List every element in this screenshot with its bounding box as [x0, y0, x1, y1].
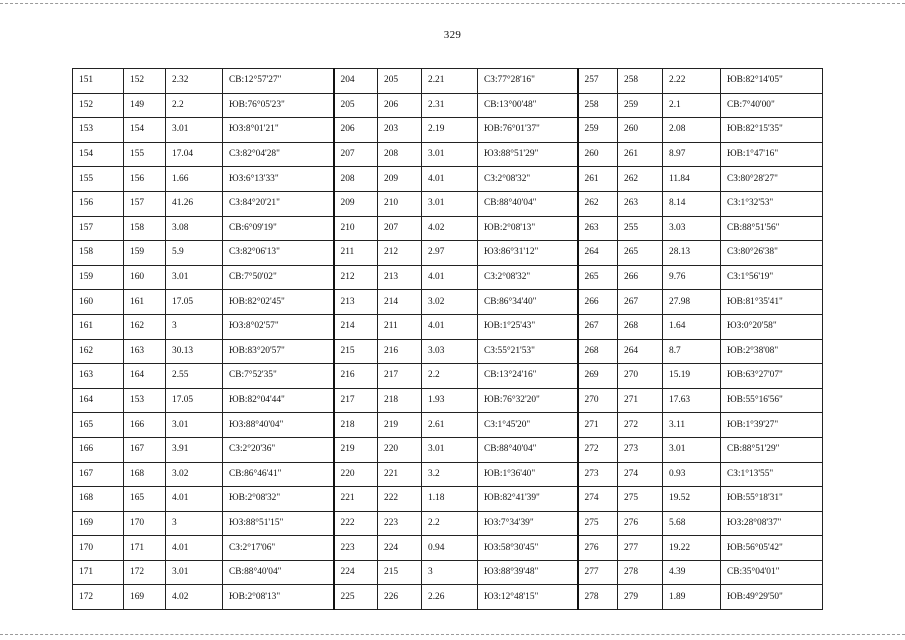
cell-to-point: 255 [618, 216, 663, 241]
cell-distance: 3.01 [422, 142, 478, 167]
cell-distance: 1.89 [663, 585, 721, 610]
cell-distance: 30.13 [166, 339, 223, 364]
cell-from-point: 212 [334, 265, 378, 290]
cell-bearing: СЗ:80°26'38" [721, 241, 823, 266]
cell-distance: 3 [166, 511, 223, 536]
cell-distance: 28.13 [663, 241, 721, 266]
cell-distance: 3.02 [166, 462, 223, 487]
cell-from-point: 268 [578, 339, 618, 364]
cell-bearing: ЮЗ:12°48'15" [478, 585, 578, 610]
cell-from-point: 207 [334, 142, 378, 167]
cell-from-point: 260 [578, 142, 618, 167]
cell-bearing: ЮВ:2°08'32" [223, 487, 334, 512]
cell-to-point: 212 [378, 241, 422, 266]
cell-from-point: 271 [578, 413, 618, 438]
cell-to-point: 264 [618, 339, 663, 364]
cell-bearing: ЮВ:82°14'05" [721, 69, 823, 94]
cell-from-point: 217 [334, 388, 378, 413]
cell-distance: 4.01 [166, 536, 223, 561]
cell-distance: 5.9 [166, 241, 223, 266]
cell-to-point: 210 [378, 191, 422, 216]
cell-bearing: ЮВ:81°35'41" [721, 290, 823, 315]
cell-distance: 3.01 [166, 118, 223, 143]
cell-distance: 2.55 [166, 364, 223, 389]
cell-to-point: 152 [124, 69, 166, 94]
cell-bearing: СВ:88°40'04" [478, 191, 578, 216]
cell-from-point: 277 [578, 560, 618, 585]
cell-to-point: 218 [378, 388, 422, 413]
cell-distance: 3.91 [166, 437, 223, 462]
cell-from-point: 155 [73, 167, 124, 192]
cell-bearing: СВ:13°24'16" [478, 364, 578, 389]
cell-distance: 17.05 [166, 290, 223, 315]
cell-distance: 15.19 [663, 364, 721, 389]
cell-from-point: 276 [578, 536, 618, 561]
cell-from-point: 162 [73, 339, 124, 364]
cell-from-point: 274 [578, 487, 618, 512]
cell-distance: 2.32 [166, 69, 223, 94]
cell-distance: 3.2 [422, 462, 478, 487]
cell-to-point: 217 [378, 364, 422, 389]
cell-bearing: ЮВ:1°47'16" [721, 142, 823, 167]
cell-distance: 3.01 [166, 560, 223, 585]
cell-bearing: СЗ:1°13'55" [721, 462, 823, 487]
cell-from-point: 165 [73, 413, 124, 438]
cell-from-point: 208 [334, 167, 378, 192]
table-row [73, 462, 823, 487]
cell-distance: 41.26 [166, 191, 223, 216]
cell-to-point: 166 [124, 413, 166, 438]
cell-from-point: 168 [73, 487, 124, 512]
cell-to-point: 270 [618, 364, 663, 389]
cell-to-point: 273 [618, 437, 663, 462]
cell-bearing: СЗ:82°04'28" [223, 142, 334, 167]
cell-distance: 4.01 [422, 265, 478, 290]
cell-bearing: СЗ:77°28'16" [478, 69, 578, 94]
cell-distance: 5.68 [663, 511, 721, 536]
cell-from-point: 225 [334, 585, 378, 610]
cell-bearing: ЮВ:55°16'56" [721, 388, 823, 413]
cell-bearing: ЮВ:63°27'07" [721, 364, 823, 389]
cell-to-point: 223 [378, 511, 422, 536]
cell-bearing: ЮВ:2°08'13" [478, 216, 578, 241]
cell-to-point: 208 [378, 142, 422, 167]
cell-bearing: ЮВ:1°36'40" [478, 462, 578, 487]
cell-distance: 2.97 [422, 241, 478, 266]
cell-distance: 11.84 [663, 167, 721, 192]
cell-to-point: 156 [124, 167, 166, 192]
cell-to-point: 278 [618, 560, 663, 585]
cell-bearing: ЮВ:1°39'27" [721, 413, 823, 438]
cell-bearing: СВ:12°57'27" [223, 69, 334, 94]
cell-from-point: 267 [578, 314, 618, 339]
cell-to-point: 271 [618, 388, 663, 413]
cell-distance: 4.02 [166, 585, 223, 610]
cell-from-point: 224 [334, 560, 378, 585]
cell-to-point: 207 [378, 216, 422, 241]
cell-distance: 1.64 [663, 314, 721, 339]
cell-distance: 4.01 [166, 487, 223, 512]
table-row [73, 118, 823, 143]
cell-from-point: 220 [334, 462, 378, 487]
cell-from-point: 204 [334, 69, 378, 94]
table-row [73, 142, 823, 167]
cell-to-point: 215 [378, 560, 422, 585]
cell-from-point: 218 [334, 413, 378, 438]
page-number: 329 [443, 29, 462, 41]
cell-from-point: 221 [334, 487, 378, 512]
cell-to-point: 272 [618, 413, 663, 438]
cell-to-point: 266 [618, 265, 663, 290]
cell-distance: 3 [166, 314, 223, 339]
cell-distance: 3.01 [663, 437, 721, 462]
cell-bearing: СВ:88°40'04" [223, 560, 334, 585]
cell-distance: 9.76 [663, 265, 721, 290]
cell-bearing: ЮЗ:88°51'29" [478, 142, 578, 167]
cell-bearing: СЗ:2°17'06" [223, 536, 334, 561]
cell-to-point: 259 [618, 93, 663, 118]
cell-to-point: 157 [124, 191, 166, 216]
cell-from-point: 158 [73, 241, 124, 266]
cell-distance: 2.21 [422, 69, 478, 94]
cell-distance: 2.61 [422, 413, 478, 438]
cell-from-point: 166 [73, 437, 124, 462]
cell-bearing: ЮЗ:0°20'58" [721, 314, 823, 339]
cell-to-point: 165 [124, 487, 166, 512]
cell-to-point: 169 [124, 585, 166, 610]
cell-from-point: 211 [334, 241, 378, 266]
cell-to-point: 168 [124, 462, 166, 487]
cell-to-point: 275 [618, 487, 663, 512]
table-body [73, 69, 823, 610]
cell-from-point: 151 [73, 69, 124, 94]
cell-bearing: ЮЗ:8°02'57" [223, 314, 334, 339]
cell-distance: 1.18 [422, 487, 478, 512]
cell-distance: 27.98 [663, 290, 721, 315]
cell-distance: 3.03 [422, 339, 478, 364]
cell-to-point: 221 [378, 462, 422, 487]
cell-from-point: 275 [578, 511, 618, 536]
cell-bearing: ЮВ:49°29'50" [721, 585, 823, 610]
cell-to-point: 279 [618, 585, 663, 610]
cell-to-point: 154 [124, 118, 166, 143]
cell-to-point: 155 [124, 142, 166, 167]
cell-from-point: 259 [578, 118, 618, 143]
cell-from-point: 278 [578, 585, 618, 610]
cell-to-point: 160 [124, 265, 166, 290]
cell-to-point: 277 [618, 536, 663, 561]
cell-from-point: 160 [73, 290, 124, 315]
cell-from-point: 159 [73, 265, 124, 290]
cell-distance: 3.03 [663, 216, 721, 241]
cell-bearing: СВ:88°51'29" [721, 437, 823, 462]
cell-to-point: 161 [124, 290, 166, 315]
cell-to-point: 262 [618, 167, 663, 192]
cell-from-point: 154 [73, 142, 124, 167]
table-row [73, 241, 823, 266]
cell-distance: 2.22 [663, 69, 721, 94]
table-row [73, 487, 823, 512]
cell-from-point: 215 [334, 339, 378, 364]
cell-bearing: СЗ:55°21'53" [478, 339, 578, 364]
cell-bearing: СВ:86°46'41" [223, 462, 334, 487]
cell-to-point: 258 [618, 69, 663, 94]
cell-to-point: 162 [124, 314, 166, 339]
cell-from-point: 261 [578, 167, 618, 192]
table-row [73, 364, 823, 389]
cell-from-point: 172 [73, 585, 124, 610]
cell-distance: 3.01 [166, 265, 223, 290]
cell-to-point: 274 [618, 462, 663, 487]
cell-from-point: 266 [578, 290, 618, 315]
table-row [73, 216, 823, 241]
cell-to-point: 153 [124, 388, 166, 413]
cell-from-point: 170 [73, 536, 124, 561]
cell-bearing: СЗ:1°45'20" [478, 413, 578, 438]
cell-from-point: 171 [73, 560, 124, 585]
cell-to-point: 261 [618, 142, 663, 167]
cell-bearing: ЮЗ:7°34'39" [478, 511, 578, 536]
cell-from-point: 167 [73, 462, 124, 487]
cell-to-point: 206 [378, 93, 422, 118]
cell-from-point: 269 [578, 364, 618, 389]
cell-bearing: ЮЗ:88°51'15" [223, 511, 334, 536]
cell-bearing: ЮЗ:28°08'37" [721, 511, 823, 536]
cell-distance: 2.2 [422, 364, 478, 389]
cell-to-point: 172 [124, 560, 166, 585]
cell-distance: 19.22 [663, 536, 721, 561]
cell-distance: 19.52 [663, 487, 721, 512]
cell-bearing: ЮЗ:58°30'45" [478, 536, 578, 561]
cell-from-point: 206 [334, 118, 378, 143]
cell-from-point: 153 [73, 118, 124, 143]
cell-from-point: 169 [73, 511, 124, 536]
cell-from-point: 223 [334, 536, 378, 561]
cell-bearing: СЗ:2°08'32" [478, 265, 578, 290]
cell-from-point: 258 [578, 93, 618, 118]
table-row [73, 265, 823, 290]
cell-from-point: 213 [334, 290, 378, 315]
cell-distance: 3 [422, 560, 478, 585]
cell-to-point: 211 [378, 314, 422, 339]
cell-distance: 3.11 [663, 413, 721, 438]
boundary-measurements-table [72, 68, 823, 610]
cell-bearing: ЮЗ:86°31'12" [478, 241, 578, 266]
table-row [73, 437, 823, 462]
cell-distance: 0.93 [663, 462, 721, 487]
cell-from-point: 210 [334, 216, 378, 241]
table-row [73, 314, 823, 339]
cell-distance: 0.94 [422, 536, 478, 561]
scan-edge-top [0, 3, 905, 4]
cell-distance: 4.01 [422, 314, 478, 339]
table-row [73, 93, 823, 118]
cell-to-point: 267 [618, 290, 663, 315]
cell-to-point: 265 [618, 241, 663, 266]
cell-from-point: 161 [73, 314, 124, 339]
cell-bearing: СВ:7°40'00" [721, 93, 823, 118]
cell-bearing: ЮВ:83°20'57" [223, 339, 334, 364]
cell-bearing: СВ:35°04'01" [721, 560, 823, 585]
cell-bearing: ЮВ:56°05'42" [721, 536, 823, 561]
cell-distance: 8.14 [663, 191, 721, 216]
cell-from-point: 257 [578, 69, 618, 94]
cell-to-point: 203 [378, 118, 422, 143]
cell-distance: 2.2 [166, 93, 223, 118]
cell-bearing: СВ:86°34'40" [478, 290, 578, 315]
cell-to-point: 260 [618, 118, 663, 143]
table-row [73, 290, 823, 315]
cell-from-point: 205 [334, 93, 378, 118]
cell-bearing: ЮЗ:6°13'33" [223, 167, 334, 192]
cell-bearing: ЮВ:82°02'45" [223, 290, 334, 315]
cell-from-point: 272 [578, 437, 618, 462]
cell-distance: 1.93 [422, 388, 478, 413]
cell-distance: 17.04 [166, 142, 223, 167]
cell-bearing: СЗ:82°06'13" [223, 241, 334, 266]
cell-distance: 2.08 [663, 118, 721, 143]
table-row [73, 536, 823, 561]
cell-to-point: 213 [378, 265, 422, 290]
cell-to-point: 268 [618, 314, 663, 339]
cell-from-point: 263 [578, 216, 618, 241]
cell-from-point: 152 [73, 93, 124, 118]
cell-bearing: ЮВ:82°04'44" [223, 388, 334, 413]
cell-bearing: СЗ:1°56'19" [721, 265, 823, 290]
cell-to-point: 163 [124, 339, 166, 364]
cell-from-point: 273 [578, 462, 618, 487]
cell-distance: 4.39 [663, 560, 721, 585]
cell-distance: 3.02 [422, 290, 478, 315]
cell-from-point: 164 [73, 388, 124, 413]
cell-to-point: 226 [378, 585, 422, 610]
cell-distance: 17.63 [663, 388, 721, 413]
cell-to-point: 220 [378, 437, 422, 462]
cell-to-point: 214 [378, 290, 422, 315]
cell-from-point: 214 [334, 314, 378, 339]
cell-bearing: СВ:88°51'56" [721, 216, 823, 241]
cell-distance: 2.26 [422, 585, 478, 610]
cell-bearing: СВ:7°50'02" [223, 265, 334, 290]
cell-bearing: ЮВ:82°15'35" [721, 118, 823, 143]
cell-from-point: 163 [73, 364, 124, 389]
table-row [73, 511, 823, 536]
cell-to-point: 219 [378, 413, 422, 438]
cell-bearing: ЮВ:76°05'23" [223, 93, 334, 118]
cell-distance: 4.01 [422, 167, 478, 192]
cell-bearing: СВ:88°40'04" [478, 437, 578, 462]
cell-bearing: СЗ:2°20'36" [223, 437, 334, 462]
cell-from-point: 219 [334, 437, 378, 462]
cell-distance: 3.01 [422, 437, 478, 462]
cell-from-point: 270 [578, 388, 618, 413]
cell-bearing: ЮЗ:8°01'21" [223, 118, 334, 143]
cell-to-point: 209 [378, 167, 422, 192]
cell-to-point: 158 [124, 216, 166, 241]
cell-distance: 8.7 [663, 339, 721, 364]
cell-bearing: ЮВ:2°38'08" [721, 339, 823, 364]
cell-bearing: СВ:6°09'19" [223, 216, 334, 241]
cell-to-point: 171 [124, 536, 166, 561]
cell-from-point: 156 [73, 191, 124, 216]
cell-bearing: СВ:7°52'35" [223, 364, 334, 389]
cell-distance: 2.2 [422, 511, 478, 536]
cell-to-point: 170 [124, 511, 166, 536]
cell-from-point: 265 [578, 265, 618, 290]
cell-bearing: ЮВ:76°01'37" [478, 118, 578, 143]
cell-bearing: ЮВ:76°32'20" [478, 388, 578, 413]
cell-to-point: 149 [124, 93, 166, 118]
cell-bearing: СВ:13°00'48" [478, 93, 578, 118]
cell-distance: 2.19 [422, 118, 478, 143]
cell-distance: 2.31 [422, 93, 478, 118]
cell-from-point: 216 [334, 364, 378, 389]
cell-to-point: 263 [618, 191, 663, 216]
cell-bearing: ЮВ:1°25'43" [478, 314, 578, 339]
cell-distance: 1.66 [166, 167, 223, 192]
cell-distance: 3.01 [166, 413, 223, 438]
table-row [73, 167, 823, 192]
cell-distance: 3.08 [166, 216, 223, 241]
table-row [73, 560, 823, 585]
cell-distance: 17.05 [166, 388, 223, 413]
table-row [73, 191, 823, 216]
cell-bearing: ЮЗ:88°39'48" [478, 560, 578, 585]
cell-from-point: 262 [578, 191, 618, 216]
cell-to-point: 167 [124, 437, 166, 462]
cell-to-point: 224 [378, 536, 422, 561]
cell-bearing: СЗ:2°08'32" [478, 167, 578, 192]
cell-bearing: СЗ:1°32'53" [721, 191, 823, 216]
cell-bearing: ЮВ:2°08'13" [223, 585, 334, 610]
table-row [73, 413, 823, 438]
cell-to-point: 159 [124, 241, 166, 266]
cell-distance: 4.02 [422, 216, 478, 241]
cell-distance: 8.97 [663, 142, 721, 167]
cell-distance: 3.01 [422, 191, 478, 216]
scan-edge-bottom [0, 634, 905, 635]
cell-to-point: 276 [618, 511, 663, 536]
cell-to-point: 164 [124, 364, 166, 389]
cell-bearing: ЮВ:55°18'31" [721, 487, 823, 512]
cell-bearing: ЮЗ:88°40'04" [223, 413, 334, 438]
cell-bearing: СЗ:80°28'27" [721, 167, 823, 192]
table-row [73, 69, 823, 94]
table-row [73, 388, 823, 413]
cell-to-point: 205 [378, 69, 422, 94]
cell-from-point: 157 [73, 216, 124, 241]
cell-from-point: 264 [578, 241, 618, 266]
cell-to-point: 222 [378, 487, 422, 512]
cell-bearing: ЮВ:82°41'39" [478, 487, 578, 512]
table-row [73, 339, 823, 364]
cell-from-point: 209 [334, 191, 378, 216]
cell-bearing: СЗ:84°20'21" [223, 191, 334, 216]
cell-distance: 2.1 [663, 93, 721, 118]
cell-to-point: 216 [378, 339, 422, 364]
table-row [73, 585, 823, 610]
cell-from-point: 222 [334, 511, 378, 536]
